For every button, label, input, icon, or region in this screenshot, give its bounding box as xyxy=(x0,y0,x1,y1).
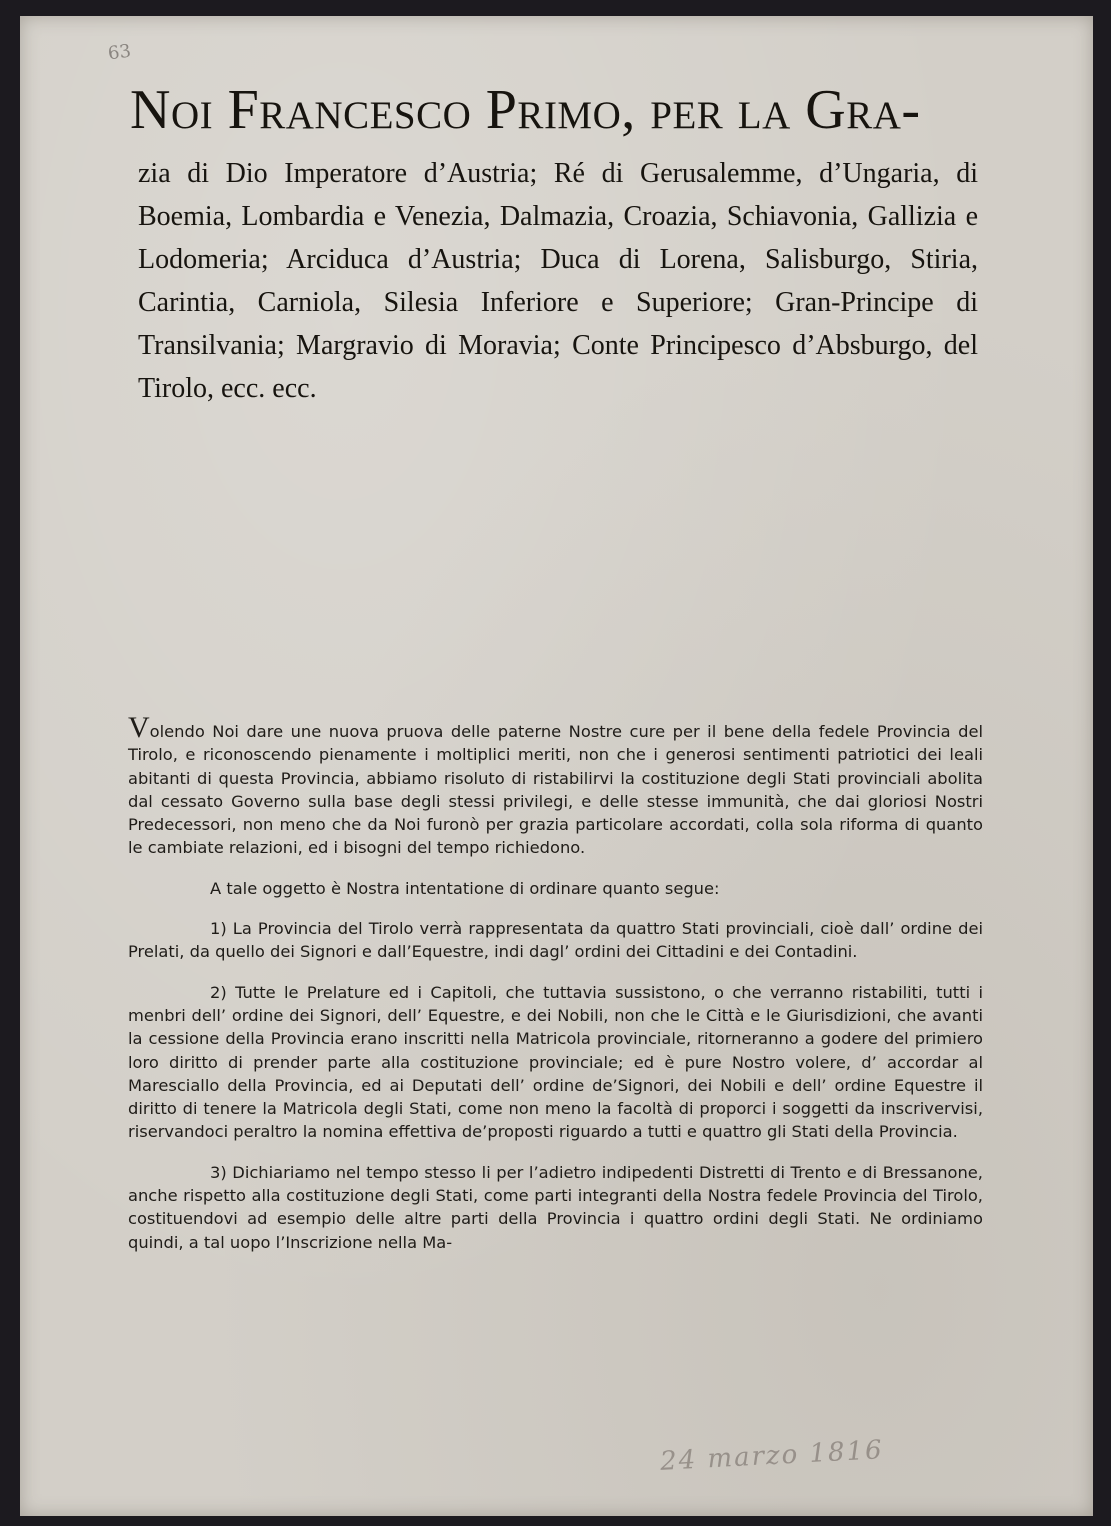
article-1: 1) La Provincia del Tirolo verrà rappresentata da quattro Stati provinciali, cioè dall’ ordine dei Prelati, da quello dei Signori e dall’Equestre, indi dagl’ ordini dei Cittadini e dei Contadini. xyxy=(128,919,983,962)
article-2: 2) Tutte le Prelature ed i Capitoli, che tuttavia sussistono, o che verranno ristabiliti, tutti i menbri dell’ ordine dei Signori, dell’ Equestre, e dei Nobili, non che le Città e le Giurisdizioni, che avanti la cessione della Provincia erano inscritti nella Matricola provinciale, ritorneranno a godere del primiero loro diritto di prender parte alla costituzione provinciale; ed è pure Nostro volere, d’ accordar al Maresciallo della Provincia, ed ai Deputati dell’ ordine de’Signori, dei Nobili e dell’ ordine Equestre il diritto di tenere la Matricola degli Stati, come non meno la facoltà di proporci i soggetti da inscrivervisi, riservandoci peraltro la nomina effettiva de’proposti riguardo a tutti e quattro gli Stati della Provincia. xyxy=(128,982,983,1142)
heading-title: Noi Francesco Primo, per la Gra- xyxy=(130,79,921,141)
archive-date-stamp: 24 marzo 1816 xyxy=(659,1435,885,1477)
intro-paragraph xyxy=(128,711,983,860)
drop-cap: V xyxy=(128,711,150,744)
heading-titles: zia di Dio Imperatore d’Austria; Ré di Gerusalemme, d’Ungaria, di Boemia, Lombardia e Venezia, Dalmazia, Croazia, Schiavonia, Gallizia e Lodomeria; Arciduca d’Austria; Duca di Lorena, Salisburgo, Stiria, Carintia, Carniola, Silesia Inferiore e Superiore; Gran-Principe di Transilvania; Margravio di Moravia; Conte Principesco d’Absburgo, del Tirolo, ecc. ecc. xyxy=(138,158,978,404)
document-page xyxy=(20,16,1093,1516)
article-3: 3) Dichiariamo nel tempo stesso li per l’adietro indipedenti Distretti di Trento e di Bressanone, anche rispetto alla costituzione degli Stati, come parti integranti della Nostra fedele Provincia del Tirolo, costituendovi ad esempio delle altre parti della Provincia i quattro ordini degli Stati. Ne ordiniamo quindi, a tal uopo l’Inscrizione nella Ma- xyxy=(128,1162,983,1252)
show-through-text xyxy=(80,456,1040,706)
folio-number: 63 xyxy=(106,40,133,65)
lead-paragraph: A tale oggetto è Nostra intentatione di ordinare quanto segue: xyxy=(210,878,720,898)
decree-body xyxy=(128,711,983,1271)
decree-heading xyxy=(130,74,1000,410)
intro-text: olendo Noi dare une nuova pruova delle paterne Nostre cure per il bene della fedele Provincia del Tirolo, e riconoscendo pienamente i moltiplici meriti, non che i generosi sentimenti patriotici dei leali abitanti di questa Provincia, abbiamo risoluto di ristabilirvi la costituzione degli Stati provinciali abolita dal cessato Governo sulla base degli stessi privilegi, e delle stesse immunità, che dai gloriosi Nostri Predecessori, non meno che da Noi furonò per grazia particolare accordati, colla sola riforma di quanto le cambiate relazioni, ed i bisogni del tempo richiedono. xyxy=(128,722,983,858)
